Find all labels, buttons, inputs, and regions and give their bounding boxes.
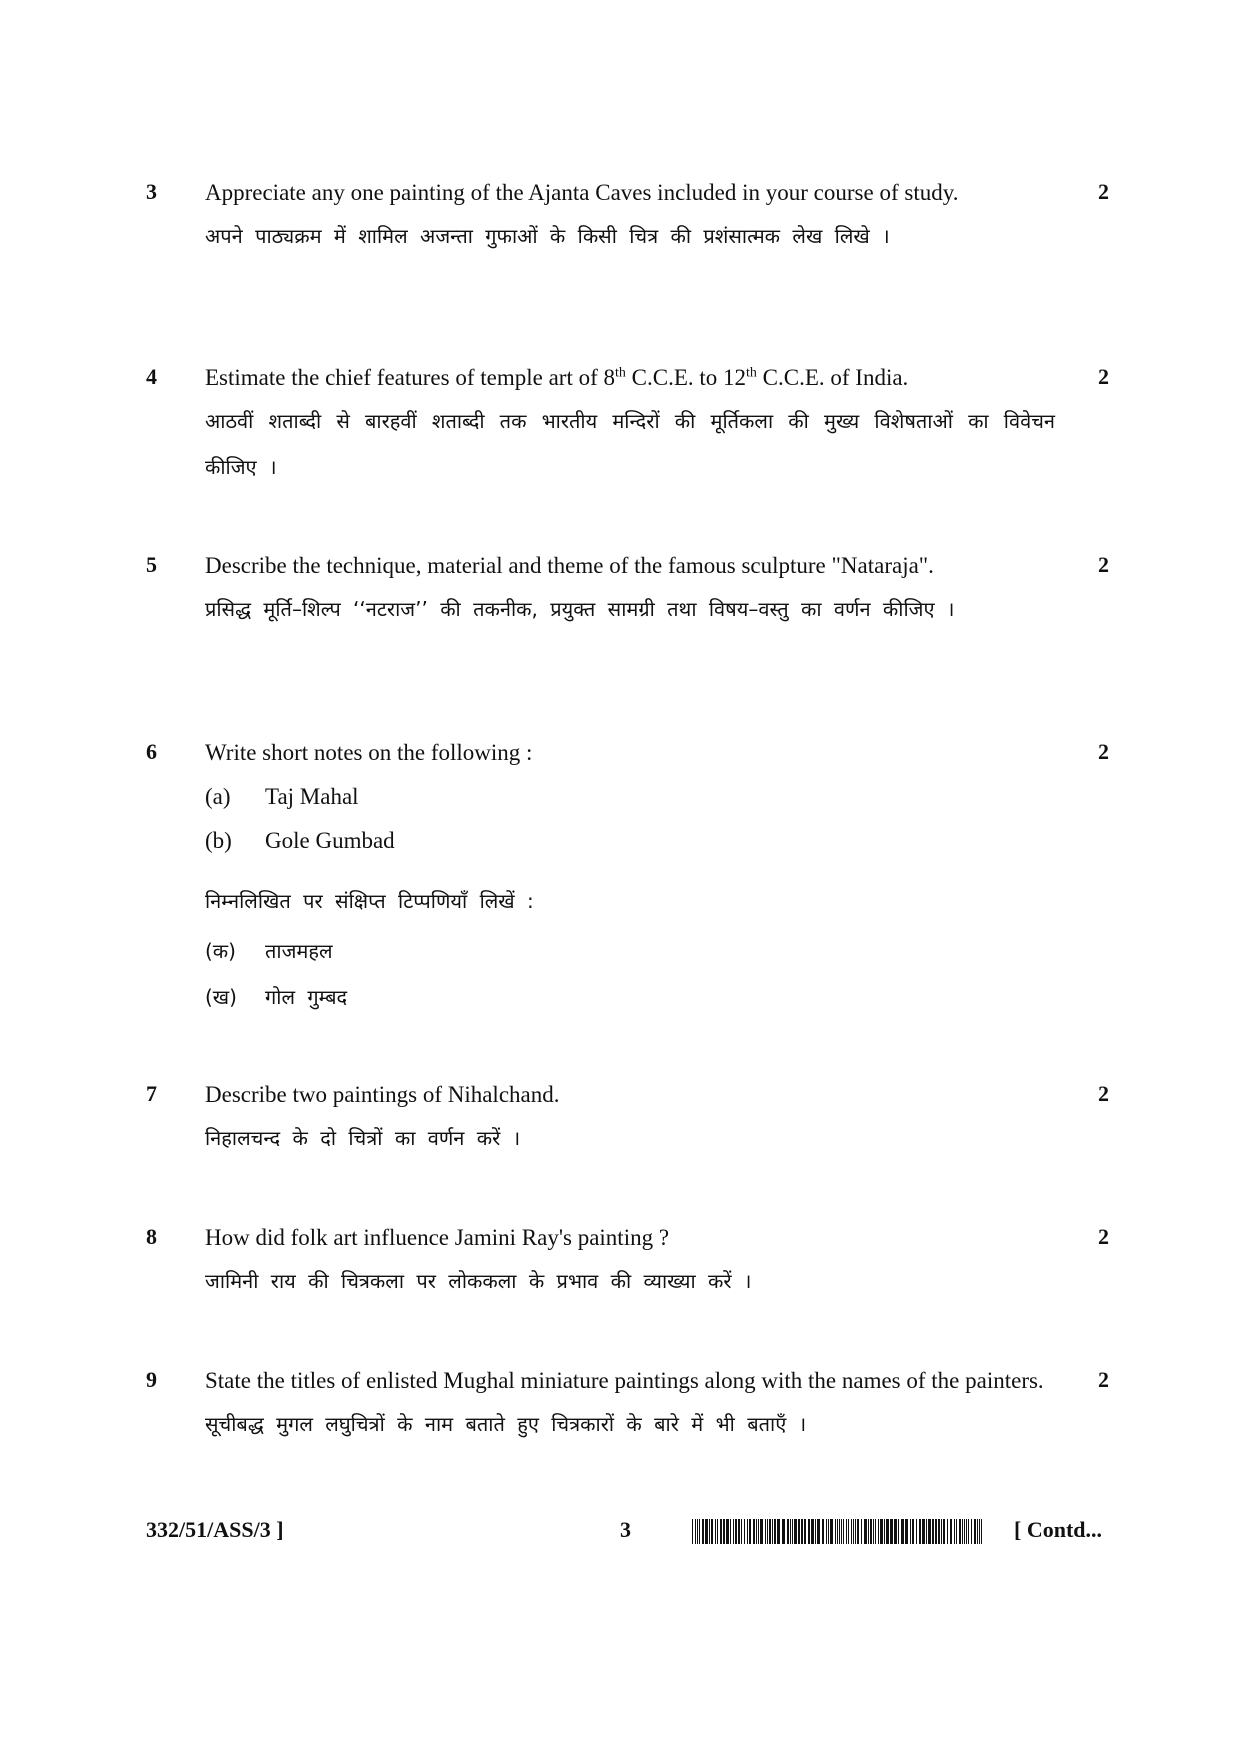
question-marks: 2 (1098, 739, 1109, 764)
question-text-english: Estimate the chief features of temple art of 8th C.C.E. to 12th C.C.E. of India. (205, 365, 909, 390)
list-item: (b) Gole Gumbad (205, 828, 395, 853)
question-number: 7 (146, 1081, 157, 1106)
question-number: 6 (146, 739, 157, 764)
question-text-hindi: अपने पाठ्यक्रम में शामिल अजन्ता गुफाओं के किसी चित्र की प्रशंसात्मक लेख लिखे । (205, 224, 890, 248)
list-item: (a) Taj Mahal (205, 784, 359, 809)
question-text-hindi: प्रसिद्ध मूर्ति–शिल्प ‘‘नटराज’’ की तकनीक, प्रयुक्त सामग्री तथा विषय–वस्तु का वर्णन कीजिए । (205, 597, 955, 621)
barcode-icon (692, 1519, 982, 1544)
question-body (205, 1360, 1055, 1447)
question-text-english: Describe the technique, material and theme of the famous sculpture "Nataraja". (205, 553, 934, 578)
question-text-hindi: सूचीबद्ध मुगल लघुचित्रों के नाम बताते हुए चित्रकारों के बारे में भी बताएँ । (205, 1412, 807, 1436)
list-item: (ख) गोल गुम्बद (205, 985, 348, 1009)
question-text-english: How did folk art influence Jamini Ray's painting ? (205, 1225, 670, 1250)
question-text-english: Write short notes on the following : (205, 740, 533, 765)
paper-code: 332/51/ASS/3 ] (146, 1517, 284, 1542)
page-footer (146, 1517, 1121, 1549)
question-marks: 2 (1098, 1224, 1109, 1249)
question-number: 3 (146, 179, 157, 204)
question-text-hindi: जामिनी राय की चित्रकला पर लोककला के प्रभाव की व्याख्या करें । (205, 1269, 752, 1293)
question-body (205, 1074, 1055, 1161)
question-text-hindi: आठवीं शताब्दी से बारहवीं शताब्दी तक भारतीय मन्दिरों की मूर्तिकला की मुख्य विशेषताओं का विवेचन कीजिए । (205, 409, 1055, 479)
question-marks: 2 (1098, 179, 1109, 204)
question-text-hindi: निम्नलिखित पर संक्षिप्त टिप्पणियाँ लिखें : (205, 889, 534, 913)
question-text-hindi: निहालचन्द के दो चित्रों का वर्णन करें । (205, 1126, 521, 1150)
question-text-english: Appreciate any one painting of the Ajanta Caves included in your course of study. (205, 180, 959, 205)
question-body (205, 357, 1055, 490)
question-text-english: State the titles of enlisted Mughal miniature paintings along with the names of the painters. (205, 1368, 1044, 1393)
question-body (205, 172, 1055, 259)
list-item: (क) ताजमहल (205, 939, 333, 963)
question-marks: 2 (1098, 364, 1109, 389)
question-number: 9 (146, 1367, 157, 1392)
question-number: 5 (146, 552, 157, 577)
question-number: 4 (146, 364, 157, 389)
question-marks: 2 (1098, 1367, 1109, 1392)
question-marks: 2 (1098, 1081, 1109, 1106)
question-text-english: Describe two paintings of Nihalchand. (205, 1082, 560, 1107)
question-body (205, 545, 1055, 632)
question-body (205, 732, 1055, 1020)
question-number: 8 (146, 1224, 157, 1249)
question-body (205, 1217, 1055, 1304)
page-number: 3 (620, 1517, 631, 1542)
question-marks: 2 (1098, 552, 1109, 577)
continued-label: [ Contd... (1014, 1517, 1103, 1542)
